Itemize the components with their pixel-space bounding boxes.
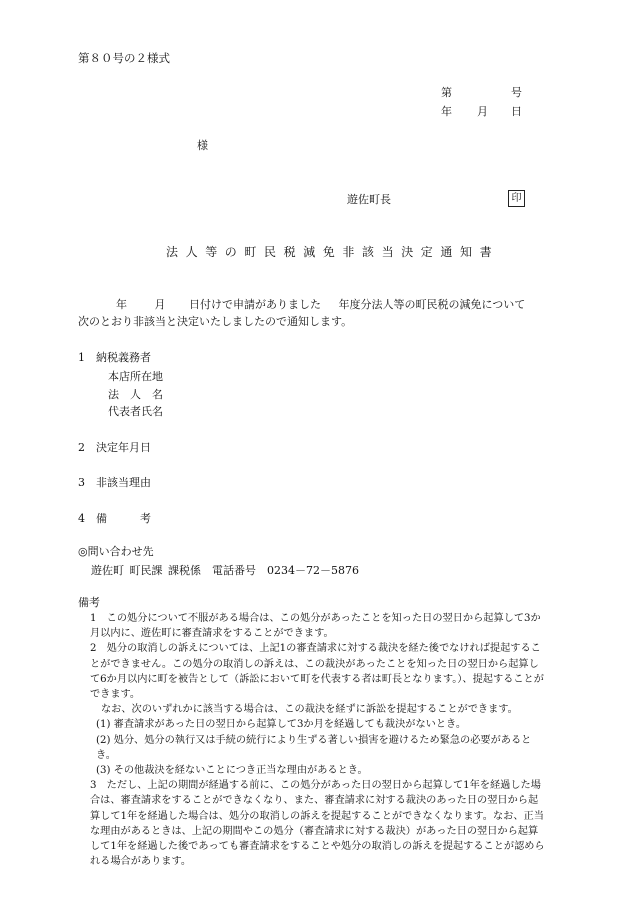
intro-month: 月 — [154, 298, 166, 311]
section-label: 納税義務者 — [96, 351, 151, 364]
intro-day-text: 日付けで申請がありました — [189, 298, 321, 311]
notes-body — [78, 611, 548, 869]
section-1 — [78, 351, 151, 364]
section-3 — [78, 476, 151, 489]
addressee-suffix: 様 — [197, 139, 208, 152]
notes-heading: 備考 — [78, 596, 100, 609]
field-representative: 代表者氏名 — [108, 405, 163, 418]
date-year-label: 年 — [441, 105, 452, 118]
seal-label: 印 — [511, 193, 522, 204]
intro-line2: 次のとおり非該当と決定いたしましたので通知します。 — [78, 315, 353, 328]
note-1: 1 この処分について不服がある場合は、この処分があったことを知った日の翌日から起算して3か月以内に、遊佐町に審査請求をすることができます。 — [90, 613, 541, 640]
date-day-label: 日 — [511, 105, 522, 118]
field-head-office: 本店所在地 — [108, 370, 163, 383]
section-number: 2 — [78, 441, 85, 454]
contact-line: 遊佐町 町民課 課税係 電話番号 0234－72－5876 — [91, 564, 359, 577]
note-2-continuation: なお、次のいずれかに該当する場合は、この裁決を経ずに訴訟を提起することができます。 — [101, 704, 518, 716]
note-2-sub-3: (3) その他裁決を経ないことにつき正当な理由があるとき。 — [96, 765, 368, 777]
seal-stamp — [508, 190, 525, 207]
intro-paragraph — [78, 296, 548, 330]
form-id: 第８０号の２様式 — [78, 51, 170, 65]
note-3: 3 ただし、上記の期間が経過する前に、この処分があった日の翌日から起算して1年を経過した場合は、審査請求をすることができなくなり、また、審査請求に対する裁決のあった日の翌日から起算して1年を経過した場合は、処分の取消しの訴えを提起することができなくなります。なお、正当な理由があるときは、上記の期間やこの処分（審査請求に対する裁決）があった日の翌日から起算して1年を経過した後であっても審査請求をすることや処分の取消しの訴えを提起することが認められる場合があります。 — [90, 780, 545, 868]
section-number: 3 — [78, 476, 85, 489]
doc-number-label: 第 — [441, 86, 452, 99]
section-label: 決定年月日 — [96, 441, 151, 454]
intro-fiscal-text: 年度分法人等の町民税の減免について — [338, 298, 526, 311]
section-label: 備 考 — [96, 512, 151, 525]
doc-number-suffix: 号 — [511, 86, 522, 99]
note-2-sub-2: (2) 処分、処分の執行又は手続の続行により生ずる著しい損害を避けるため緊急の必要があるとき。 — [96, 734, 532, 761]
section-2 — [78, 441, 151, 454]
note-2-sub-1: (1) 審査請求があった日の翌日から起算して3か月を経過しても裁決がないとき。 — [96, 719, 467, 731]
section-4 — [78, 512, 151, 525]
contact-heading: ◎問い合わせ先 — [78, 545, 154, 558]
document-title: 法人等の町民税減免非該当決定通知書 — [166, 245, 500, 259]
field-corporate-name: 法 人 名 — [108, 388, 163, 401]
intro-year: 年 — [116, 298, 127, 311]
section-number: 1 — [78, 351, 85, 364]
section-number: 4 — [78, 512, 85, 525]
date-month-label: 月 — [477, 105, 488, 118]
note-2: 2 処分の取消しの訴えについては、上記1の審査請求に対する裁決を経た後でなければ提起することができません。この処分の取消しの訴えは、この裁決があったことを知った日の翌日から起算して6か月以内に町を被告として（訴訟において町を代表する者は町長となります。）、提起することができます。 — [90, 643, 544, 701]
section-label: 非該当理由 — [96, 476, 151, 489]
issuer: 遊佐町長 — [347, 193, 391, 206]
